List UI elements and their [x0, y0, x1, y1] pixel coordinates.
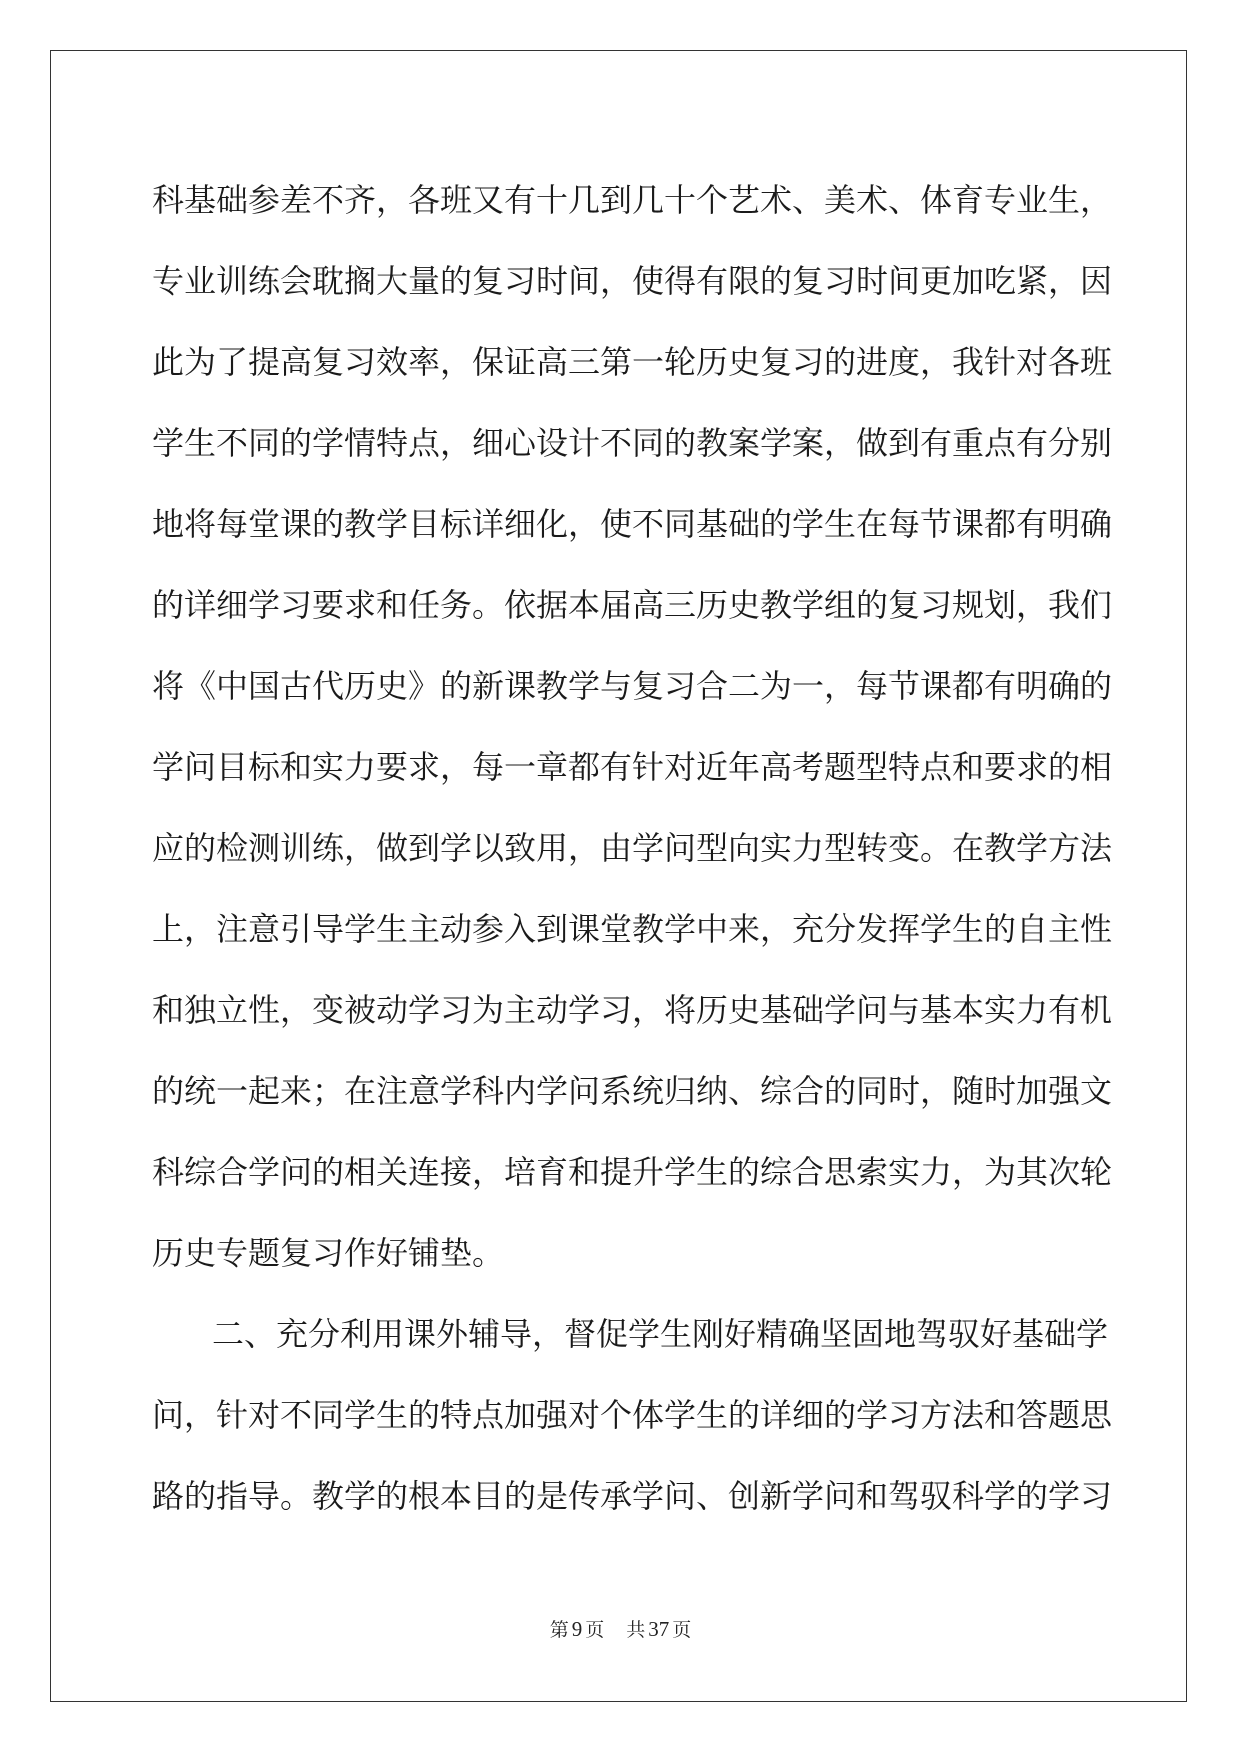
- total-prefix: 共: [626, 1619, 646, 1641]
- paragraph-1-line-4: 学生不同的学情特点，细心设计不同的教案学案，做到有重点有分别: [152, 424, 1113, 462]
- page-prefix: 第: [549, 1619, 569, 1641]
- paragraph-1-line-6: 的详细学习要求和任务。依据本届高三历史教学组的复习规划，我们: [152, 586, 1113, 624]
- document-body: [152, 160, 1113, 1537]
- paragraph-1-line-5: 地将每堂课的教学目标详细化，使不同基础的学生在每节课都有明确: [152, 505, 1113, 543]
- paragraph-2-line-1: 二、充分利用课外辅导，督促学生刚好精确坚固地驾驭好基础学: [212, 1315, 1109, 1353]
- page-suffix: 页: [585, 1619, 605, 1641]
- paragraph-2-line-2: 问，针对不同学生的特点加强对个体学生的详细的学习方法和答题思: [152, 1396, 1113, 1434]
- paragraph-2-line-3: 路的指导。教学的根本目的是传承学问、创新学问和驾驭科学的学习: [152, 1477, 1113, 1515]
- page-footer: [0, 1615, 1241, 1642]
- paragraph-1-line-8: 学问目标和实力要求，每一章都有针对近年高考题型特点和要求的相: [152, 748, 1113, 786]
- total-suffix: 页: [672, 1619, 692, 1641]
- paragraph-1-line-7: 将《中国古代历史》的新课教学与复习合二为一，每节课都有明确的: [152, 667, 1113, 705]
- paragraph-1-line-1: 科基础参差不齐，各班又有十几到几十个艺术、美术、体育专业生，: [152, 181, 1113, 219]
- total-pages: 37: [648, 1617, 670, 1641]
- paragraph-1-line-14: 历史专题复习作好铺垫。: [152, 1234, 505, 1272]
- paragraph-1-line-3: 此为了提高复习效率，保证高三第一轮历史复习的进度，我针对各班: [152, 343, 1113, 381]
- paragraph-1-line-2: 专业训练会耽搁大量的复习时间，使得有限的复习时间更加吃紧，因: [152, 262, 1113, 300]
- paragraph-1-line-13: 科综合学问的相关连接，培育和提升学生的综合思索实力，为其次轮: [152, 1153, 1113, 1191]
- paragraph-1-line-10: 上，注意引导学生主动参入到课堂教学中来，充分发挥学生的自主性: [152, 910, 1113, 948]
- paragraph-1-line-11: 和独立性，变被动学习为主动学习，将历史基础学问与基本实力有机: [152, 991, 1113, 1029]
- paragraph-1-line-12: 的统一起来；在注意学科内学问系统归纳、综合的同时，随时加强文: [152, 1072, 1113, 1110]
- page-number: 9: [571, 1617, 583, 1641]
- paragraph-1-line-9: 应的检测训练，做到学以致用，由学问型向实力型转变。在教学方法: [152, 829, 1113, 867]
